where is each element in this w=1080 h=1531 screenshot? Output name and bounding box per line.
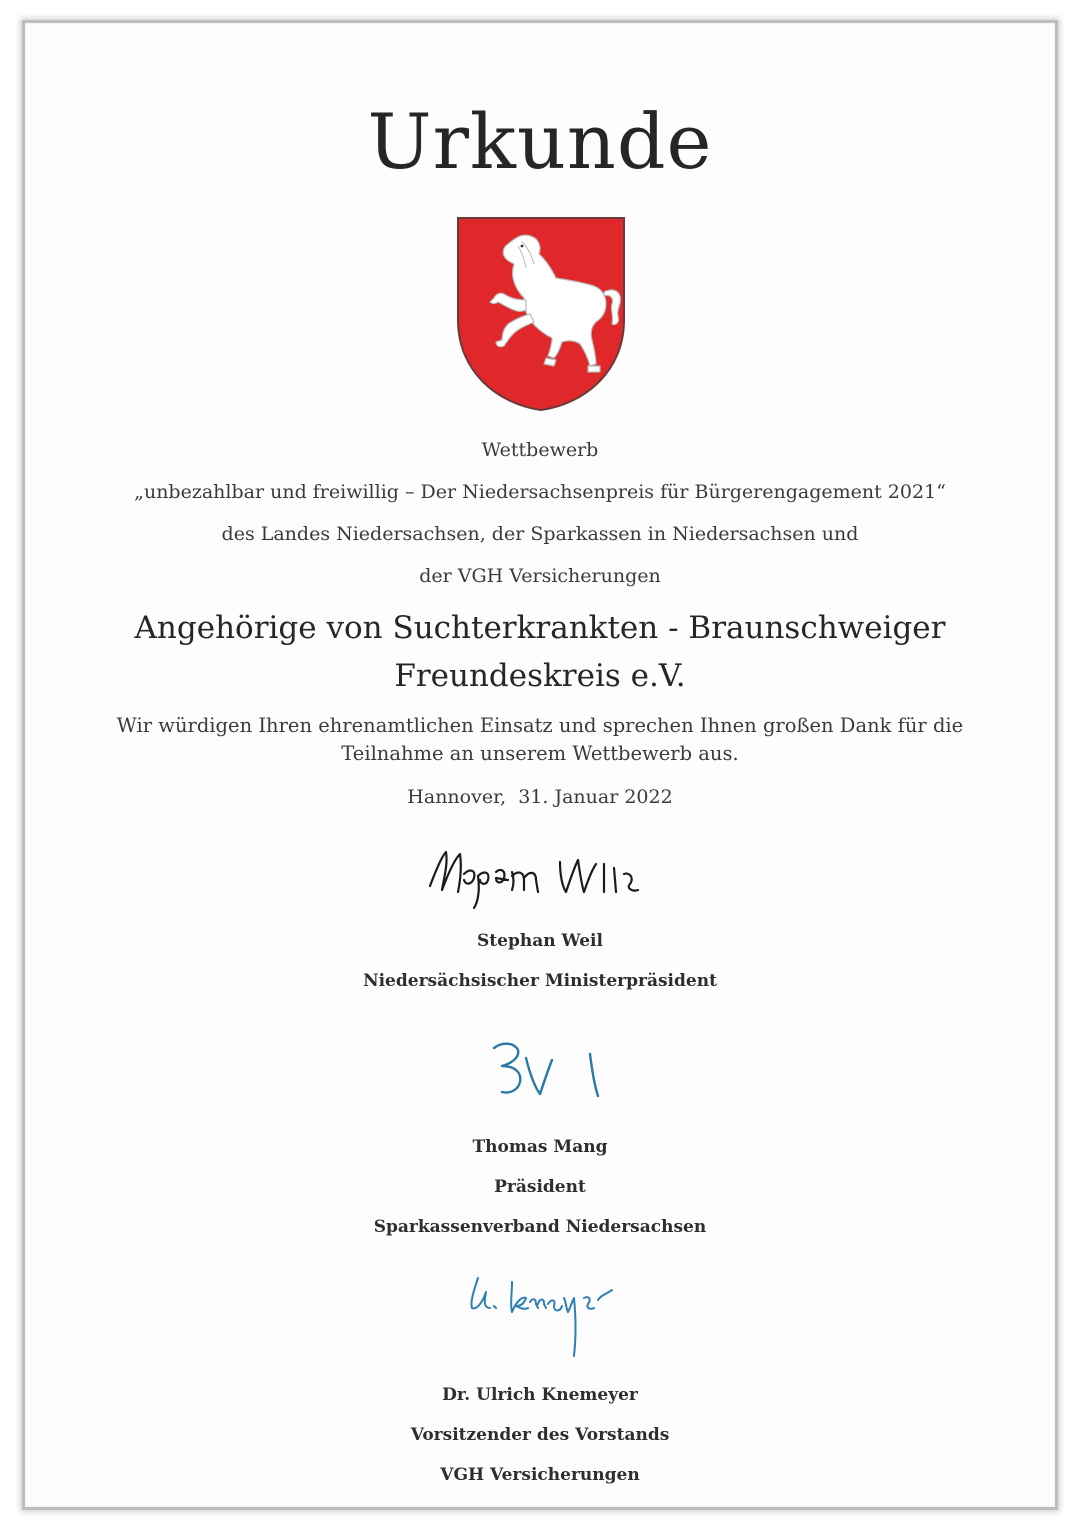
message-line-1: Wir würdigen Ihren ehrenamtlichen Einsatz und sprechen Ihnen großen Dank für die (116, 714, 964, 737)
recipient-line-1: Angehörige von Suchterkrankten - Braunschweiger (134, 610, 946, 646)
signature-stephan-weil (420, 834, 670, 912)
competition-label: Wettbewerb (481, 439, 599, 461)
message-line-2: Teilnahme an unserem Wettbewerb aus. (341, 742, 739, 765)
signatory-1-title: Niedersächsischer Ministerpräsident (363, 971, 717, 991)
signatory-1-name: Stephan Weil (477, 931, 603, 951)
recipient-line-2: Freundeskreis e.V. (394, 658, 686, 694)
signatory-2-title-1: Präsident (494, 1177, 586, 1197)
competition-name: „unbezahlbar und freiwillig – Der Niedersachsenpreis für Bürgerengagement 2021“ (134, 481, 946, 503)
signatory-3-name: Dr. Ulrich Knemeyer (442, 1385, 638, 1405)
signatory-2-name: Thomas Mang (472, 1137, 608, 1157)
signatory-3-title-2: VGH Versicherungen (440, 1465, 640, 1485)
signatory-2-title-2: Sparkassenverband Niedersachsen (373, 1217, 707, 1237)
certificate-title: Urkunde (367, 97, 713, 186)
organizers-line-1: des Landes Niedersachsen, der Sparkassen in Niedersachsen und (221, 523, 859, 545)
place-date: Hannover, 31. Januar 2022 (407, 786, 673, 808)
signature-thomas-mang (480, 1030, 620, 1110)
signature-ulrich-knemeyer (460, 1268, 640, 1368)
organizers-line-2: der VGH Versicherungen (419, 565, 661, 587)
lower-saxony-horse-crest-icon (456, 216, 626, 412)
signatory-3-title-1: Vorsitzender des Vorstands (410, 1425, 670, 1445)
